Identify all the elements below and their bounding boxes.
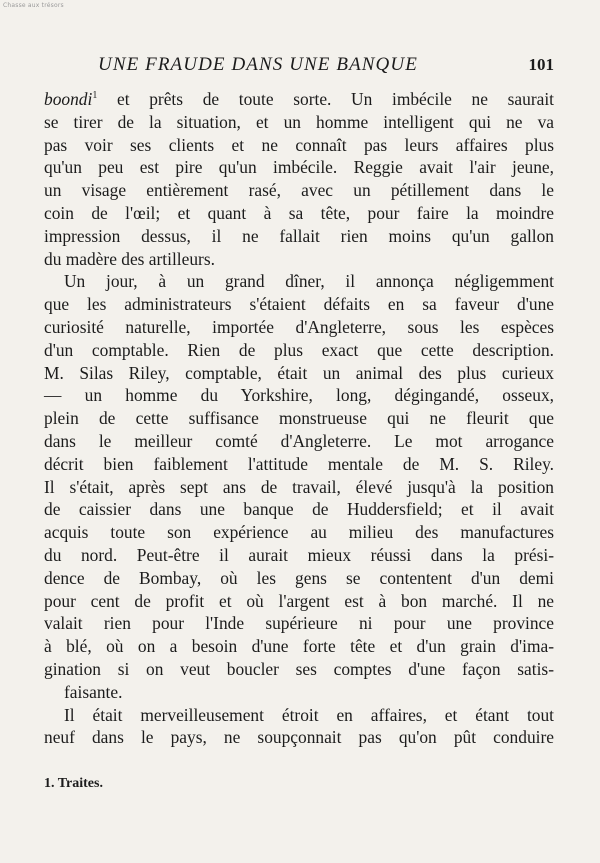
- text-line: impression dessus, il ne fallait rien moins qu'un gallon: [44, 225, 554, 246]
- text-line: [44, 88, 554, 111]
- text-line: faisante.: [64, 681, 123, 702]
- body-text: [44, 88, 554, 749]
- text-line: du madère des artilleurs.: [44, 248, 215, 269]
- line-text: et prêts de toute sorte. Un imbécile ne saurait: [97, 89, 554, 109]
- text-line: gination si on veut boucler ses comptes d'une façon satis-: [44, 658, 554, 679]
- text-line: se tirer de la situation, et un homme intelligent qui ne va: [44, 111, 554, 132]
- text-line: à blé, où on a besoin d'une forte tête et d'un grain d'ima-: [44, 636, 554, 657]
- text-line: coin de l'œil; et quant à sa tête, pour faire la moindre: [44, 202, 554, 223]
- text-line: M. Silas Riley, comptable, était un animal des plus curieux: [44, 362, 554, 383]
- running-title: UNE FRAUDE DANS UNE BANQUE: [98, 54, 418, 75]
- text-line: d'un comptable. Rien de plus exact que cette description.: [44, 339, 554, 360]
- text-line: acquis toute son expérience au milieu des manufactures: [44, 522, 554, 543]
- running-head: [44, 54, 554, 76]
- text-line: Un jour, à un grand dîner, il annonça négligemment: [64, 271, 554, 292]
- page-number: 101: [528, 55, 554, 74]
- watermark-text: Chasse aux trésors: [3, 2, 64, 9]
- text-line: dans le meilleur comté d'Angleterre. Le mot arrogance: [44, 430, 554, 451]
- text-line: du nord. Peut-être il aurait mieux réussi dans la prési-: [44, 544, 554, 565]
- text-line: valait rien pour l'Inde supérieure ni pour une province: [44, 613, 554, 634]
- text-line: plein de cette suffisance monstrueuse qui ne fleurit que: [44, 408, 554, 429]
- text-line: pas voir ses clients et ne connaît pas leurs affaires plus: [44, 134, 554, 155]
- text-line: un visage entièrement rasé, avec un pétillement dans le: [44, 180, 554, 201]
- text-line: curiosité naturelle, importée d'Angleterre, sous les espèces: [44, 316, 554, 337]
- text-line: de caissier dans une banque de Huddersfield; et il avait: [44, 499, 554, 520]
- text-line: que les administrateurs s'étaient défaits en sa faveur d'une: [44, 294, 554, 315]
- text-line: Il s'était, après sept ans de travail, élevé jusqu'à la position: [44, 476, 554, 497]
- text-line: — un homme du Yorkshire, long, dégingandé, osseux,: [44, 385, 554, 406]
- text-line: qu'un peu est pire qu'un imbécile. Reggie avait l'air jeune,: [44, 157, 554, 178]
- footnote: 1. Traites.: [44, 776, 103, 791]
- footnote-marker: 1: [92, 90, 98, 102]
- text-line: Il était merveilleusement étroit en affaires, et étant tout: [64, 704, 554, 725]
- text-line: décrit bien faiblement l'attitude mentale de M. S. Riley.: [44, 453, 554, 474]
- text-line: dence de Bombay, où les gens se contentent d'un demi: [44, 567, 554, 588]
- text-line: pour cent de profit et où l'argent est à bon marché. Il ne: [44, 590, 554, 611]
- lead-word: boondi: [44, 89, 93, 109]
- text-line: neuf dans le pays, ne soupçonnait pas qu'on pût conduire: [44, 727, 554, 748]
